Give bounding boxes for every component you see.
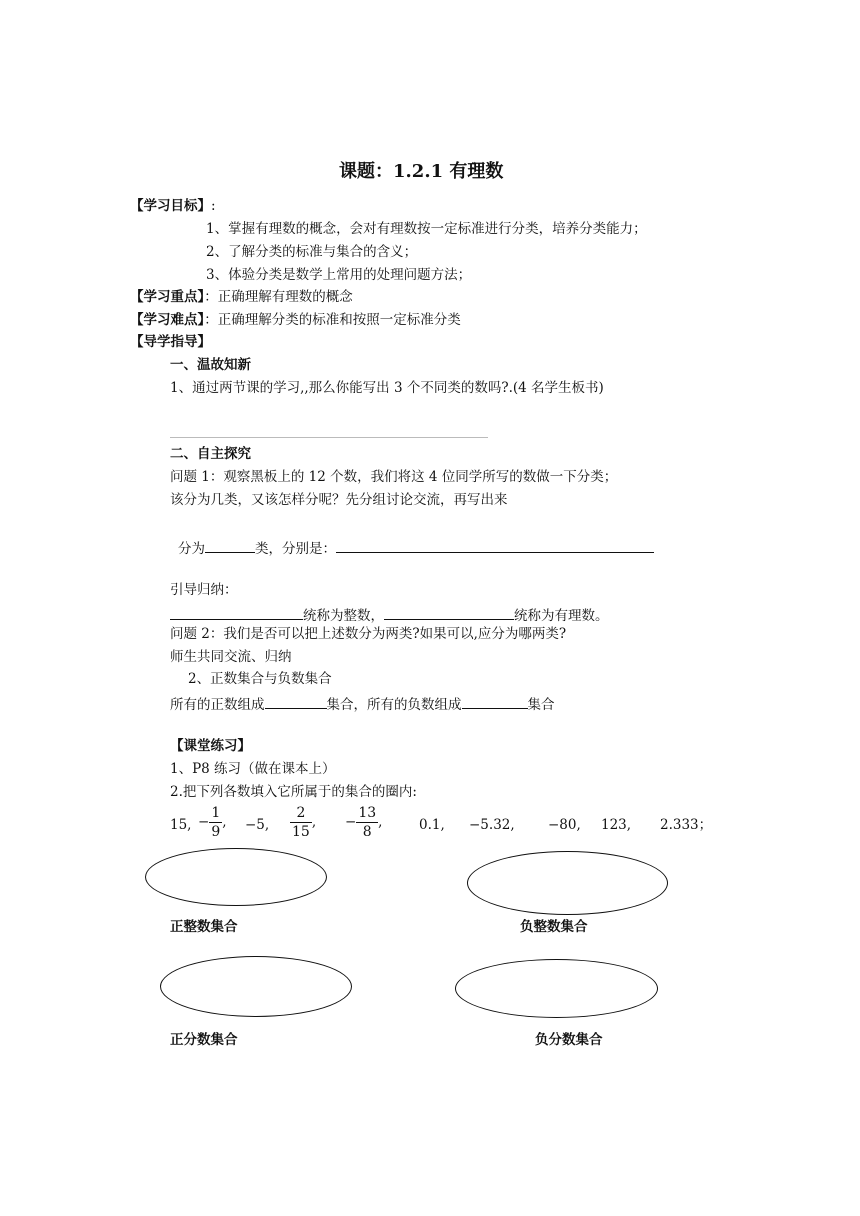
practice-item-2: 2.把下列各数填入它所属于的集合的圈内:	[170, 784, 417, 800]
fraction-two-fifteenths	[290, 806, 316, 839]
negative-fraction-set-label: 负分数集合	[535, 1032, 603, 1048]
fraction-1-comma: ,	[222, 813, 227, 830]
key-point-row	[130, 291, 353, 305]
classify-label-b: 类，分别是：	[255, 541, 336, 557]
classes-blank[interactable]	[336, 539, 654, 553]
objectives-heading-row	[130, 200, 216, 214]
rationals-text: 统称为有理数。	[514, 608, 609, 624]
explore-heading: 二、自主探究	[170, 446, 251, 462]
number-neg-5: −5,	[245, 817, 270, 833]
fraction-1	[209, 806, 222, 839]
sets-heading: 2、正数集合与负数集合	[188, 671, 332, 687]
fraction-1-sign: −	[198, 813, 210, 830]
difficulty-row	[130, 314, 461, 328]
review-heading: 一、温故知新	[170, 357, 251, 373]
number-neg-5-32: −5.32,	[469, 817, 515, 833]
sets-label-b: 集合，所有的负数组成	[326, 697, 462, 713]
positive-integer-set-label: 正整数集合	[170, 919, 238, 935]
integers-blank[interactable]	[170, 606, 303, 620]
fraction-2-comma: ,	[311, 813, 317, 830]
negative-fraction-set-ellipse[interactable]	[455, 959, 658, 1018]
discussion-summary: 师生共同交流、归纳	[170, 649, 292, 665]
fraction-neg-thirteen-eighths	[345, 806, 382, 839]
induce-label: 引导归纳：	[170, 582, 238, 598]
sets-fill-row	[170, 695, 555, 713]
sets-label-c: 集合	[527, 697, 555, 713]
integers-text: 统称为整数，	[303, 608, 384, 624]
number-123: 123,	[601, 817, 632, 833]
key-point-heading: 【学习重点】	[130, 289, 205, 305]
sets-label-a: 所有的正数组成	[170, 697, 265, 713]
number-2-333: 2.333；	[660, 817, 713, 833]
objective-item-3: 3、体验分类是数学上常用的处理问题方法；	[206, 267, 472, 283]
fraction-2	[290, 806, 312, 839]
number-neg-80: −80,	[548, 817, 581, 833]
objectives-colon: :	[211, 198, 216, 214]
negative-integer-set-ellipse[interactable]	[467, 851, 668, 915]
positive-fraction-set-ellipse[interactable]	[160, 956, 352, 1017]
fraction-3	[356, 806, 378, 839]
fraction-3-denominator: 8	[362, 824, 372, 840]
review-answer-line	[170, 437, 488, 438]
number-15: 15,	[170, 817, 192, 833]
negative-set-blank[interactable]	[462, 695, 528, 709]
question-1-line-1: 问题 1：观察黑板上的 12 个数，我们将这 4 位同学所写的数做一下分类；	[170, 469, 618, 485]
positive-integer-set-ellipse[interactable]	[145, 848, 327, 906]
key-point-text: ：正确理解有理数的概念	[204, 289, 353, 305]
fraction-neg-one-ninth	[198, 806, 227, 839]
positive-set-blank[interactable]	[265, 695, 327, 709]
practice-heading: 【课堂练习】	[170, 738, 251, 754]
objectives-heading: 【学习目标】	[130, 198, 211, 214]
positive-fraction-set-label: 正分数集合	[170, 1032, 238, 1048]
fraction-3-comma: ,	[378, 813, 383, 830]
classify-label-a: 分为	[178, 541, 205, 557]
fraction-1-denominator: 9	[211, 824, 221, 840]
fraction-1-numerator: 1	[211, 805, 221, 821]
fraction-3-numerator: 13	[358, 805, 377, 821]
fraction-2-denominator: 15	[292, 824, 310, 840]
practice-item-1: 1、P8 练习（做在课本上）	[170, 761, 336, 777]
guide-heading: 【导学指导】	[130, 334, 211, 350]
question-1-line-2: 该分为几类，又该怎样分呢？先分组讨论交流，再写出来	[170, 492, 508, 508]
negative-integer-set-label: 负整数集合	[520, 919, 588, 935]
classify-fill-row	[178, 539, 654, 557]
class-count-blank[interactable]	[205, 539, 255, 553]
page-title: 课题：1.2.1 有理数	[339, 161, 504, 182]
review-text: 1、通过两节课的学习,,那么你能写出 3 个不同类的数吗?.(4 名学生板书)	[170, 380, 604, 396]
rationals-blank[interactable]	[384, 606, 514, 620]
objective-item-1: 1、掌握有理数的概念，会对有理数按一定标准进行分类，培养分类能力；	[206, 221, 647, 237]
objective-item-2: 2、了解分类的标准与集合的含义；	[206, 244, 418, 260]
number-0-1: 0.1,	[419, 817, 445, 833]
fraction-2-numerator: 2	[290, 806, 312, 823]
fraction-3-sign: −	[345, 813, 357, 830]
induce-fill-row	[170, 606, 609, 624]
question-2: 问题 2：我们是否可以把上述数分为两类?如果可以,应分为哪两类?	[170, 626, 567, 642]
difficulty-heading: 【学习难点】	[130, 312, 205, 328]
difficulty-text: ：正确理解分类的标准和按照一定标准分类	[204, 312, 461, 328]
